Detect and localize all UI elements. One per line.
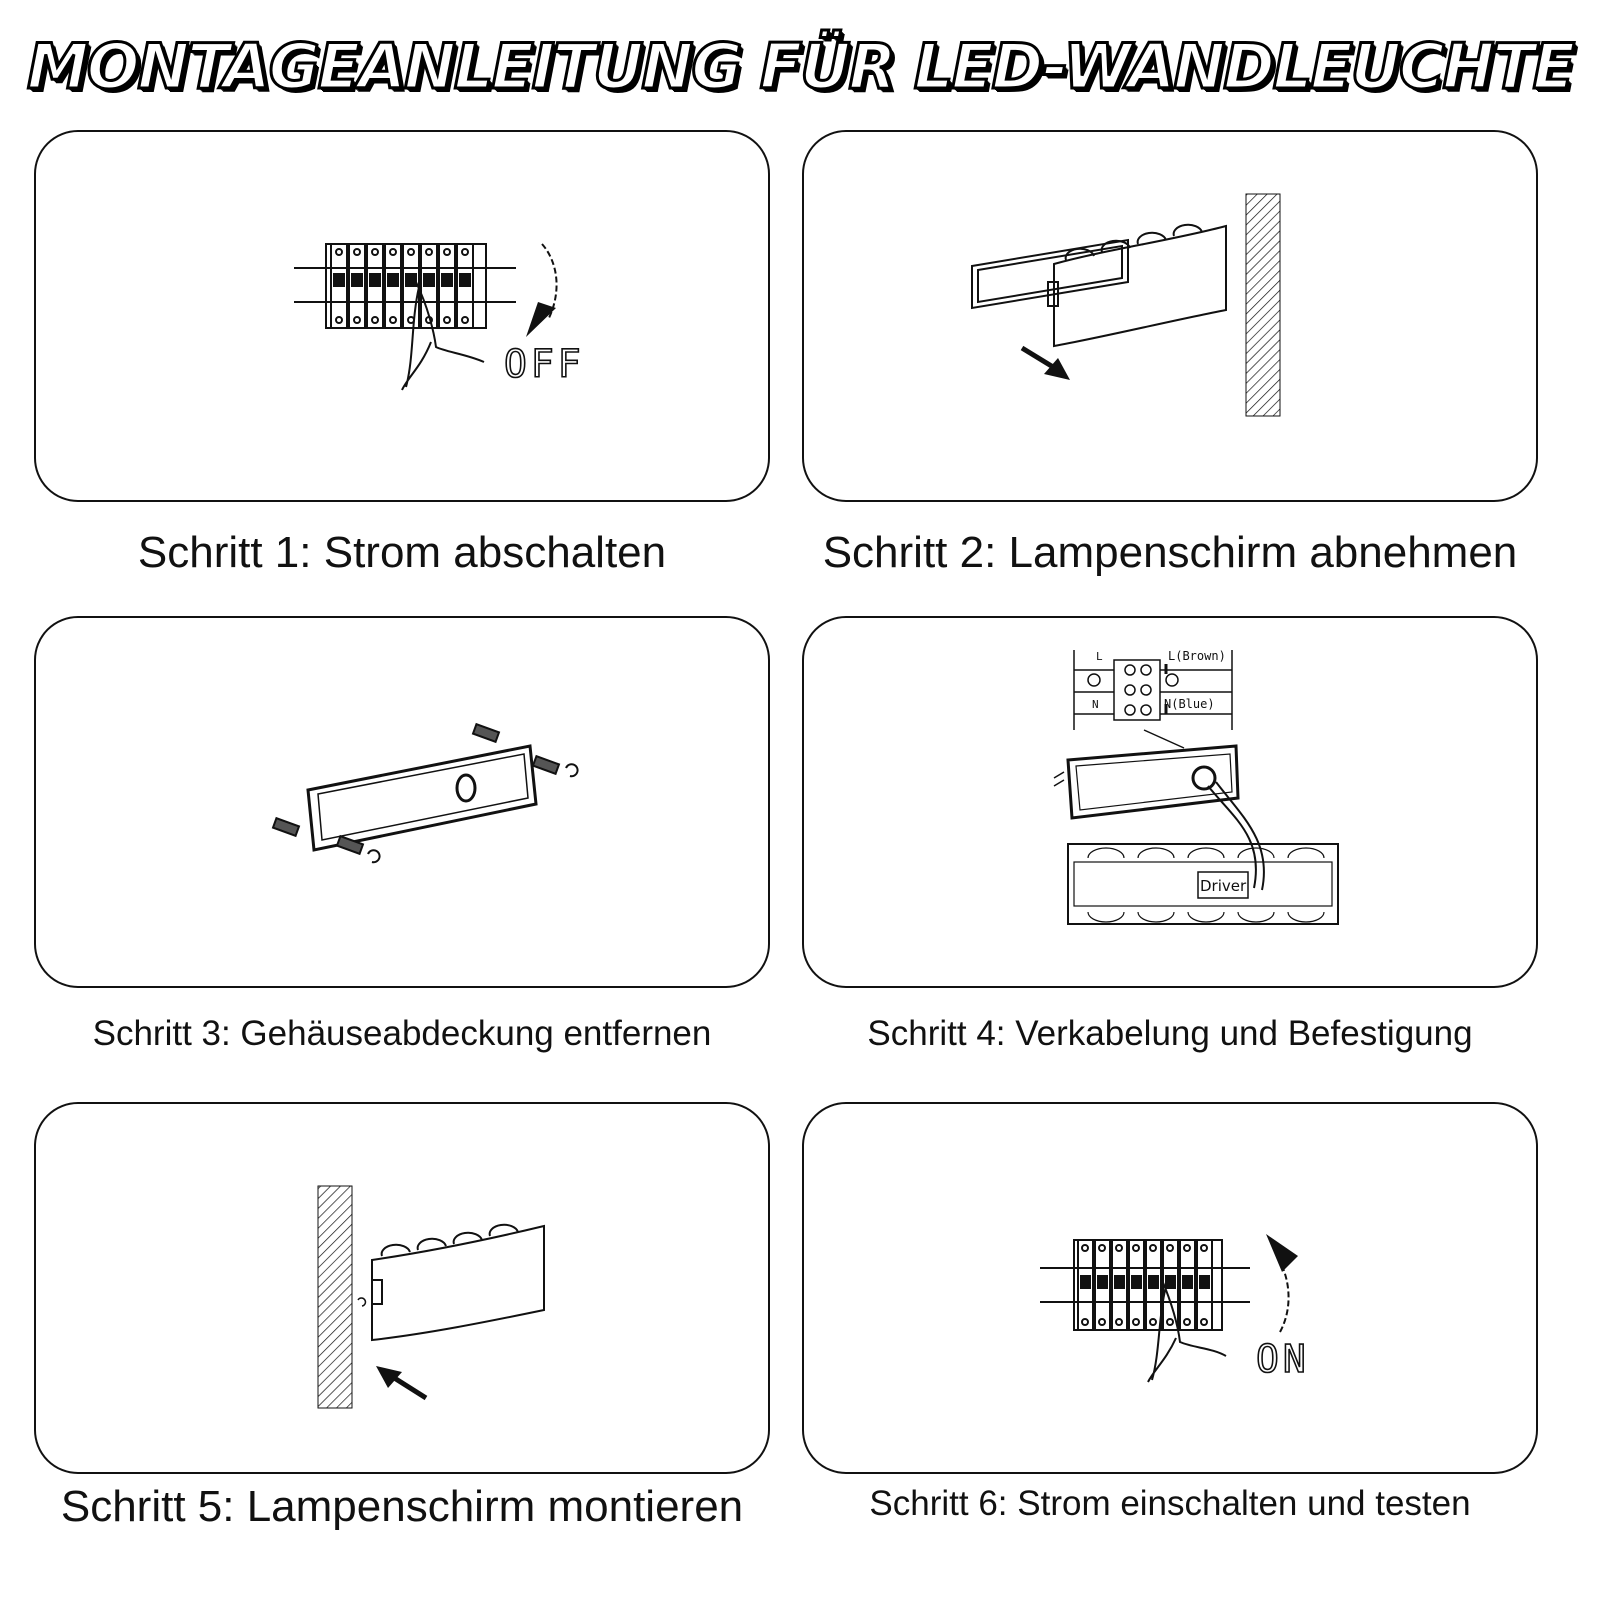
- lamp-cover-icon: [308, 746, 536, 850]
- wire-l-label: L: [1096, 650, 1103, 663]
- hatched-wall-icon: [1246, 194, 1280, 416]
- step-3-illustration: [36, 618, 770, 988]
- step-4-illustration: [804, 618, 1538, 988]
- step-4-caption: Schritt 4: Verkabelung und Befestigung: [867, 1014, 1473, 1053]
- step-6-panel: [802, 1102, 1538, 1474]
- step-2-caption: Schritt 2: Lampenschirm abnehmen: [822, 528, 1518, 577]
- wire-blue-label: N(Blue): [1164, 697, 1215, 711]
- hatched-wall-icon: [318, 1186, 352, 1408]
- page-title: MONTAGEANLEITUNG FÜR LED-WANDLEUCHTE: [27, 30, 1573, 103]
- wire-n-label: N: [1092, 698, 1099, 711]
- lamp-cover-icon: [972, 240, 1128, 308]
- step-3-caption: Schritt 3: Gehäuseabdeckung entfernen: [92, 1014, 712, 1053]
- mounting-plate-icon: [1054, 746, 1238, 818]
- step-6-caption: Schritt 6: Strom einschalten und testen: [869, 1484, 1471, 1523]
- step-5-illustration: [36, 1104, 770, 1474]
- hand-icon: [402, 282, 484, 390]
- arrow-icon: [376, 1366, 402, 1388]
- step-2-illustration: [804, 132, 1538, 502]
- step-1-panel: [34, 130, 770, 502]
- step-2-panel: [802, 130, 1538, 502]
- step-5-panel: [34, 1102, 770, 1474]
- wire-brown-label: L(Brown): [1168, 649, 1226, 663]
- off-label: OFF: [504, 342, 585, 386]
- breaker-panel-icon: [294, 244, 516, 328]
- driver-label: Driver: [1200, 877, 1247, 895]
- wall-lamp-icon: [358, 1225, 544, 1340]
- breaker-panel-icon: [1040, 1240, 1250, 1330]
- step-5-caption: Schritt 5: Lampenschirm montieren: [60, 1482, 744, 1531]
- on-label: ON: [1256, 1337, 1310, 1381]
- step-1-illustration: [36, 132, 770, 502]
- step-3-panel: [34, 616, 770, 988]
- step-1-caption: Schritt 1: Strom abschalten: [137, 528, 667, 577]
- step-6-illustration: [804, 1104, 1538, 1474]
- step-4-panel: [802, 616, 1538, 988]
